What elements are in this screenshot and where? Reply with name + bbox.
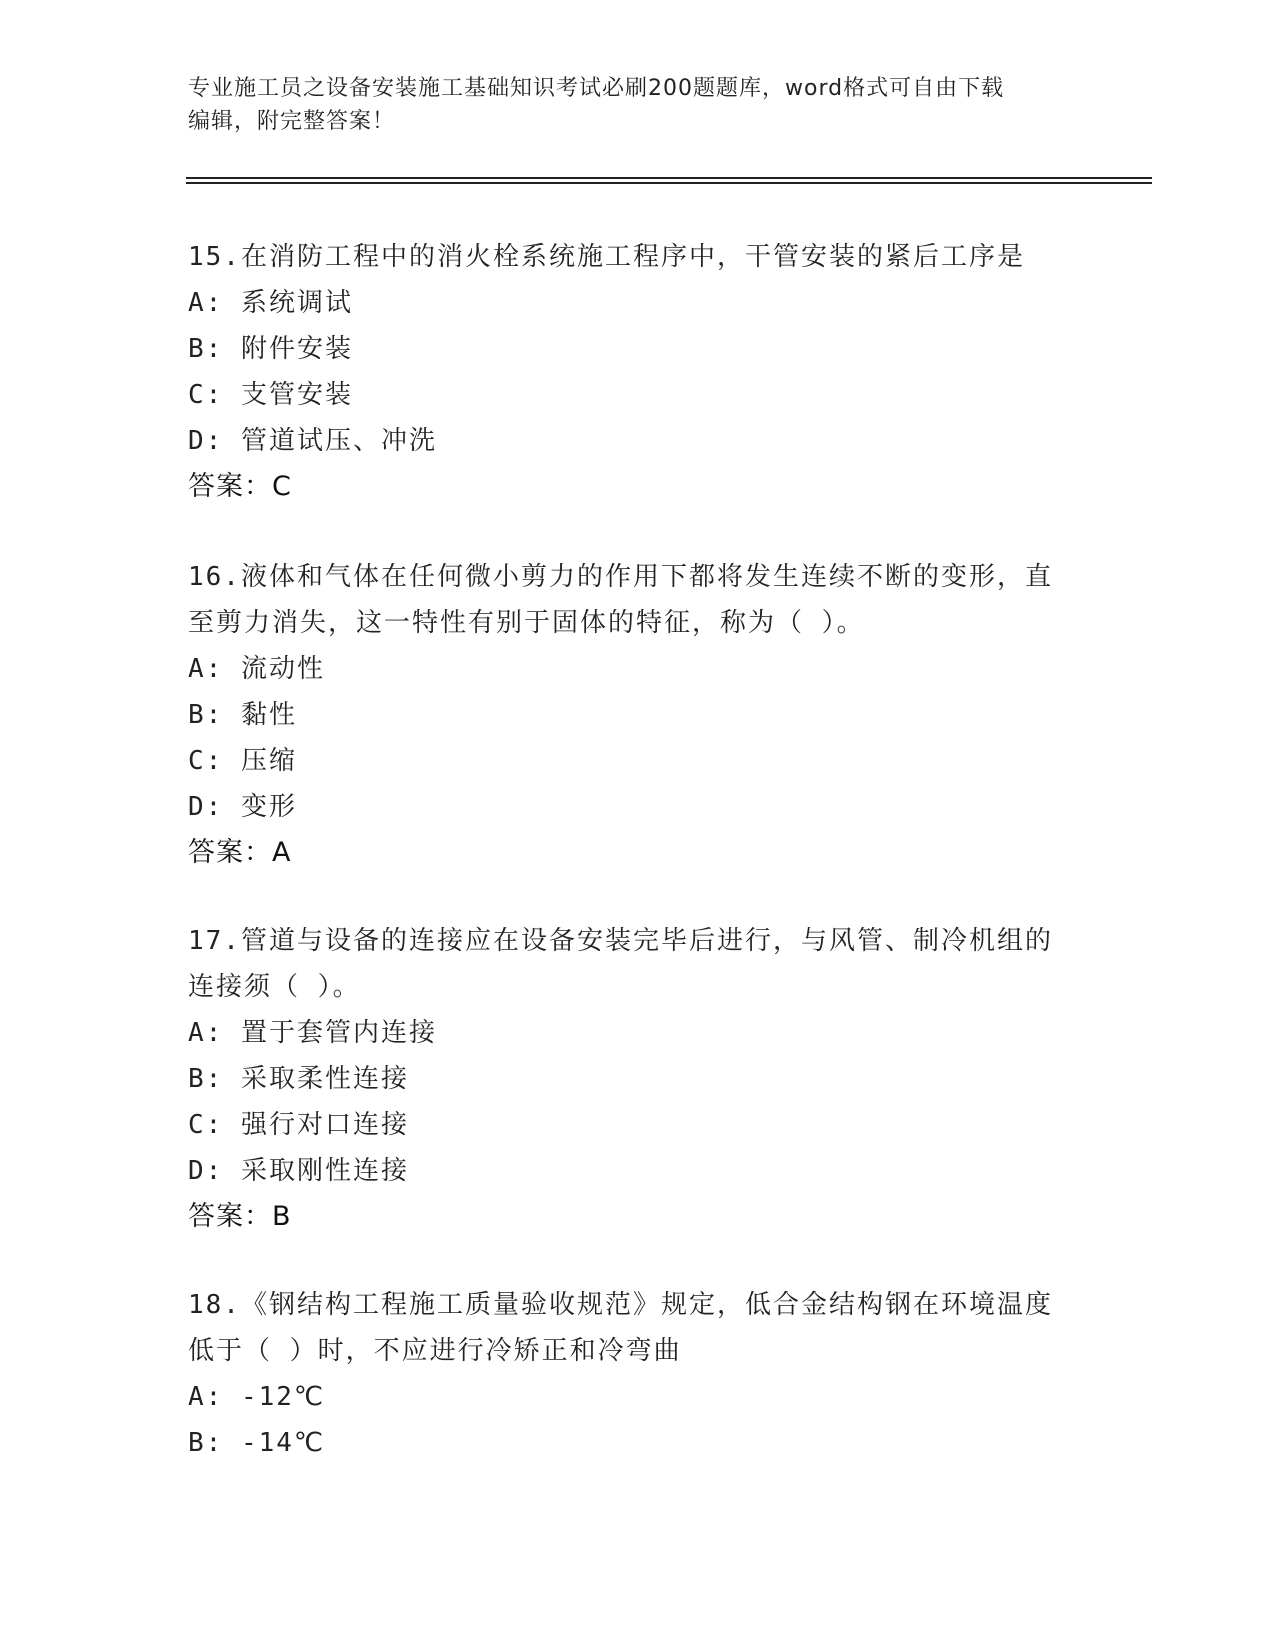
question-stem: 15.在消防工程中的消火栓系统施工程序中，干管安装的紧后工序是 [188, 242, 1025, 272]
question-stem-line-1: 17.管道与设备的连接应在设备安装完毕后进行，与风管、制冷机组的 [188, 926, 1053, 956]
answer-line: 答案：B [188, 1201, 292, 1232]
question-stem-line-1: 18.《钢结构工程施工质量验收规范》规定，低合金结构钢在环境温度 [188, 1290, 1053, 1320]
option-a: A: 系统调试 [188, 288, 353, 318]
header-line-1: 专业施工员之设备安装施工基础知识考试必刷200题题库，word格式可自由下载 [188, 76, 1005, 101]
question-stem-line-2: 低于（ ）时，不应进行冷矫正和冷弯曲 [188, 1336, 682, 1366]
option-b: B: 黏性 [188, 700, 297, 730]
option-a: A: 置于套管内连接 [188, 1018, 437, 1048]
question-stem-line-2: 连接须（ ）。 [188, 972, 361, 1002]
option-c: C: 支管安装 [188, 380, 353, 410]
header-divider-bottom [186, 182, 1152, 184]
document-header [188, 72, 1088, 138]
option-a: A: 流动性 [188, 654, 325, 684]
question-17 [188, 918, 1088, 1240]
header-divider-top [186, 177, 1152, 179]
question-stem-line-2: 至剪力消失，这一特性有别于固体的特征，称为（ ）。 [188, 608, 865, 638]
option-c: C: 强行对口连接 [188, 1110, 409, 1140]
option-d: D: 变形 [188, 792, 297, 822]
option-a: A: -12℃ [188, 1382, 326, 1412]
question-16 [188, 554, 1088, 876]
option-c: C: 压缩 [188, 746, 297, 776]
option-b: B: 附件安装 [188, 334, 353, 364]
question-18 [188, 1282, 1088, 1466]
option-b: B: 采取柔性连接 [188, 1064, 409, 1094]
question-stem-line-1: 16.液体和气体在任何微小剪力的作用下都将发生连续不断的变形，直 [188, 562, 1053, 592]
option-b: B: -14℃ [188, 1428, 326, 1458]
answer-line: 答案：A [188, 837, 292, 868]
question-15 [188, 234, 1088, 510]
option-d: D: 采取刚性连接 [188, 1156, 409, 1186]
header-line-2: 编辑，附完整答案！ [188, 109, 396, 134]
option-d: D: 管道试压、冲洗 [188, 426, 437, 456]
answer-line: 答案：C [188, 471, 292, 502]
